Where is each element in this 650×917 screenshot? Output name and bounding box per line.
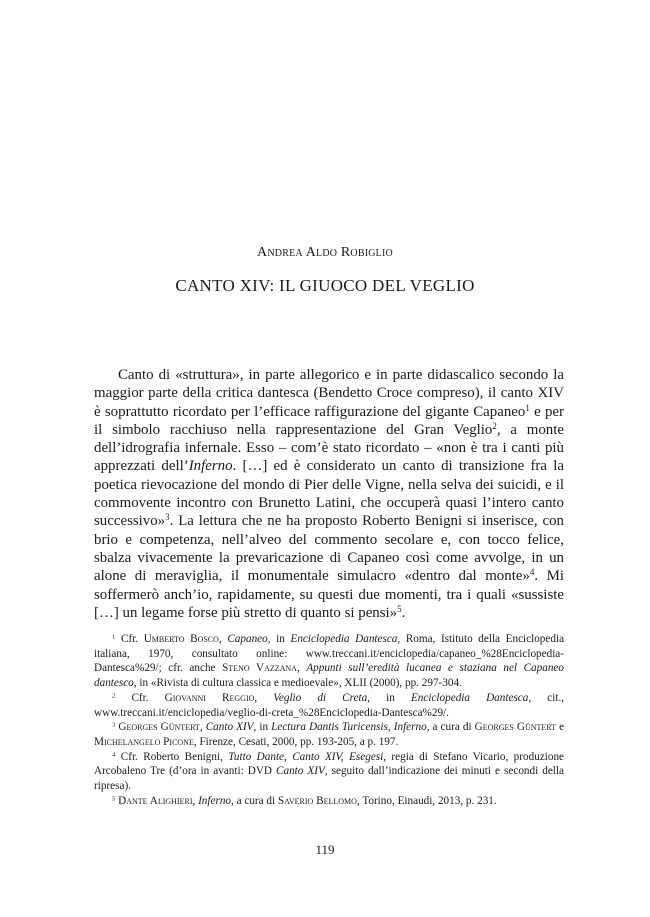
footnote-number: 1 [112,633,116,641]
footnote-italic: Canto XIV [205,721,254,734]
body-text-run: , a monte dell’idrografia infernale. Esso – com’è stato ricordato – «non è tra i canti più apprezzati dell’ [94,421,564,475]
footnote-text: , [296,662,307,675]
footnote-3 [94,720,564,749]
footnote-ref[interactable]: 2 [492,420,497,431]
footnote-italic: Capaneo [227,633,268,645]
footnote-ref[interactable]: 3 [165,512,170,523]
body-text-run: Canto di «struttura», in parte allegorico e in parte didascalico secondo la maggior parte della critica dantesca (Bendetto Croce compreso), il canto XIV è soprattutto ricordato per l’efficace raffigurazione del gigante Capaneo [94,367,564,420]
footnote-number: 4 [112,750,116,758]
footnote-text: , [199,721,206,734]
footnote-italic: Lectura Dantis Turicensis [271,721,388,734]
footnote-text: , [254,691,274,704]
footnote-author: Georges Güntert [118,721,200,734]
body-text-run: . Mi soffermerò anch’io, rapidamente, su questi due momenti, tra i quali «sussiste […] un legame forse più stretto di quanto si pensi» [94,568,564,621]
footnote-text: , Roma, Istituto della Enciclopedia italiana, 1970, consultato online: www.treccani.it/enciclopedia/capaneo_%28Enciclopedia-Dantesca%29/; cfr. anche [94,633,565,675]
footnote-text: Cfr. [131,691,165,704]
footnote-text: , [192,794,199,807]
footnote-text: , a cura di [426,721,475,734]
body-text [94,366,564,622]
footnotes [94,632,564,808]
footnote-text: , Torino, Einaudi, 2013, p. 231. [356,794,497,807]
footnote-text: e [556,721,565,734]
footnote-italic: Tutto Dante, Canto XIV, Esegesi [228,750,384,763]
footnote-italic: Enciclopedia Dantesca [290,633,398,645]
footnote-italic: Veglio di Creta [273,691,368,704]
footnote-text: , in [253,721,272,734]
article-title: CANTO XIV: IL GIUOCO DEL VEGLIO [175,276,475,295]
footnote-text: , in [267,633,291,645]
footnote-text: , a cura di [231,794,278,807]
footnote-5 [94,794,564,809]
body-text-run: . […] ed è considerato un canto di transizione fra la poetica rievocazione del mondo di Pier delle Vigne, nella selva dei suicidi, e il commovente incontro con Brunetto Latini, che occuperà quasi l’intero canto successivo» [94,458,564,530]
footnote-italic: Canto XIV [276,765,325,778]
footnote-number: 3 [112,721,116,729]
footnote-text: , regia di Stefano Vicario, produzione Arcobaleno Tre (d’ora in avanti: DVD [94,750,565,778]
footnote-author: Georges Güntert [474,721,557,734]
footnote-author: Umberto Bosco [143,633,219,645]
footnote-number: 2 [112,692,116,700]
footnote-text: , seguito dall’indicazione dei minuti e secondi della ripresa). [94,765,564,793]
article-author: Andrea Aldo Robiglio [257,245,393,260]
footnote-author: Dante Alighieri [118,794,193,807]
footnote-text: , in [367,691,411,704]
footnote-author: Michelangelo Picone [94,735,194,748]
footnote-author: Saverio Bellomo [277,794,357,807]
body-italic-run: Inferno [188,458,233,475]
body-text-run: . [401,604,406,621]
footnote-number: 5 [112,795,116,803]
footnote-1 [94,632,564,691]
footnote-author: Steno Vazzana [222,662,297,675]
footnote-text: Cfr. [120,633,144,645]
footnote-4 [94,750,564,794]
footnote-italic: Enciclopedia Dantesca [410,691,529,704]
page-number: 119 [315,842,335,857]
footnote-text: , in «Rivista di cultura classica e medioevale», XLII (2000), pp. 297-304. [133,677,462,690]
footnote-author: Giovanni Reggio [164,691,255,704]
footnote-text: , Firenze, Cesati, 2000, pp. 193-205, a p. 197. [193,735,399,748]
footnote-text: Cfr. Roberto Benigni, [120,750,229,763]
footnote-italic: Inferno [198,794,232,807]
footnote-2 [94,691,564,720]
footnote-ref[interactable]: 1 [525,402,530,413]
footnote-italic: Inferno [393,721,427,734]
body-paragraph [94,366,564,622]
footnote-text: , [218,633,228,645]
footnote-text: , [387,721,394,734]
footnote-text: , cit., www.treccani.it/enciclopedia/veglio-di-creta_%28Enciclopedia-Dantesca%29/. [94,691,565,719]
footnote-italic: Appunti sull’eredità lucanea e staziana nel Capaneo dantesco [94,662,564,690]
body-text-run: e per il simbolo racchiuso nella rappresentazione del Gran Veglio [94,403,564,438]
footnote-ref[interactable]: 4 [529,567,535,578]
body-text-run: . La lettura che ne ha proposto Roberto Benigni si inserisce, con brio e competenza, nell’alveo del commento secolare e, con tocco felice, sbalza vivacemente la prevaricazione di Capaneo così come avvolge, in un alone di meraviglia, il monumentale simulacro «dentro dal monte» [94,513,564,585]
footnote-ref[interactable]: 5 [397,603,402,614]
